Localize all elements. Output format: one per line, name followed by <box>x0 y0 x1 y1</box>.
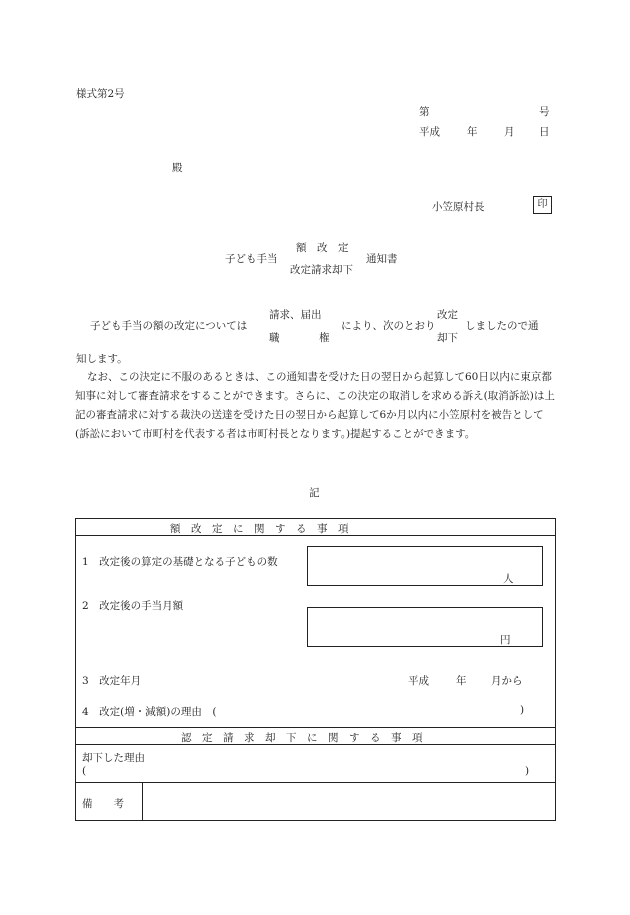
section1-title: 額 改 定 に 関 す る 事 項 <box>170 523 349 535</box>
date-month: 月 <box>504 126 515 138</box>
title-option-top: 額 改 定 <box>296 242 349 254</box>
section2-title: 認 定 請 求 却 下 に 関 す る 事 項 <box>181 732 423 744</box>
date-year: 年 <box>467 126 478 138</box>
item2-unit: 円 <box>500 634 511 646</box>
remarks-label: 備 考 <box>82 798 124 810</box>
option2-top: 改定 <box>437 309 458 321</box>
date-day: 日 <box>539 126 550 138</box>
item3-year: 年 <box>456 675 467 687</box>
title-option-bottom: 改定請求却下 <box>290 264 353 276</box>
body-line1-wrap: 知します。 <box>76 353 128 365</box>
divider <box>75 782 556 783</box>
doc-number-suffix: 号 <box>539 106 550 118</box>
item2-label: 2 改定後の手当月額 <box>82 600 184 612</box>
rejection-close: ) <box>525 765 530 777</box>
remarks-field[interactable] <box>146 786 552 818</box>
item4-label: 4 改定(増・減額)の理由 ( <box>82 706 217 718</box>
title-suffix: 通知書 <box>366 253 398 265</box>
addressee-suffix: 殿 <box>172 162 183 174</box>
item4-close: ) <box>520 704 525 716</box>
divider <box>142 782 143 821</box>
appeal-paragraph: なお、この決定に不服のあるときは、この通知書を受けた日の翌日から起算して60日以内に東京都知事に対して審査請求をすることができます。さらに、この決定の取消しを求める訴え(取消訴訟)は上記の審査請求に対する裁決の送達を受けた日の翌日から起算して6か月以内に小笠原村を被告として(訴訟において市町村を代表する者は市町村長となります。)提起することができます。 <box>75 371 555 440</box>
item1-unit: 人 <box>503 573 514 585</box>
rejection-label: 却下した理由 <box>82 752 145 764</box>
item3-era: 平成 <box>408 675 429 687</box>
date-era: 平成 <box>419 126 440 138</box>
option1-bottom-b: 権 <box>319 332 330 344</box>
option1-top: 請求、届出 <box>269 309 322 321</box>
item1-label: 1 改定後の算定の基礎となる子どもの数 <box>82 556 278 568</box>
divider <box>75 744 556 745</box>
rejection-open: ( <box>82 765 87 777</box>
body-line1-mid: により、次のとおり <box>341 320 436 332</box>
option1-bottom-a: 職 <box>269 332 280 344</box>
form-number: 様式第2号 <box>76 88 125 100</box>
ki-heading: 記 <box>309 487 320 499</box>
body-line1-end: しましたので通 <box>465 320 539 332</box>
body-line1-start: 子ども手当の額の改定については <box>90 320 248 332</box>
divider <box>75 727 556 728</box>
option2-bottom: 却下 <box>437 332 458 344</box>
official-seal: 印 <box>533 196 552 214</box>
doc-number-prefix: 第 <box>419 106 430 118</box>
title-prefix: 子ども手当 <box>225 253 278 265</box>
issuer-name: 小笠原村長 <box>432 201 485 213</box>
item3-month-from: 月から <box>491 675 523 687</box>
item3-label: 3 改定年月 <box>82 675 142 687</box>
